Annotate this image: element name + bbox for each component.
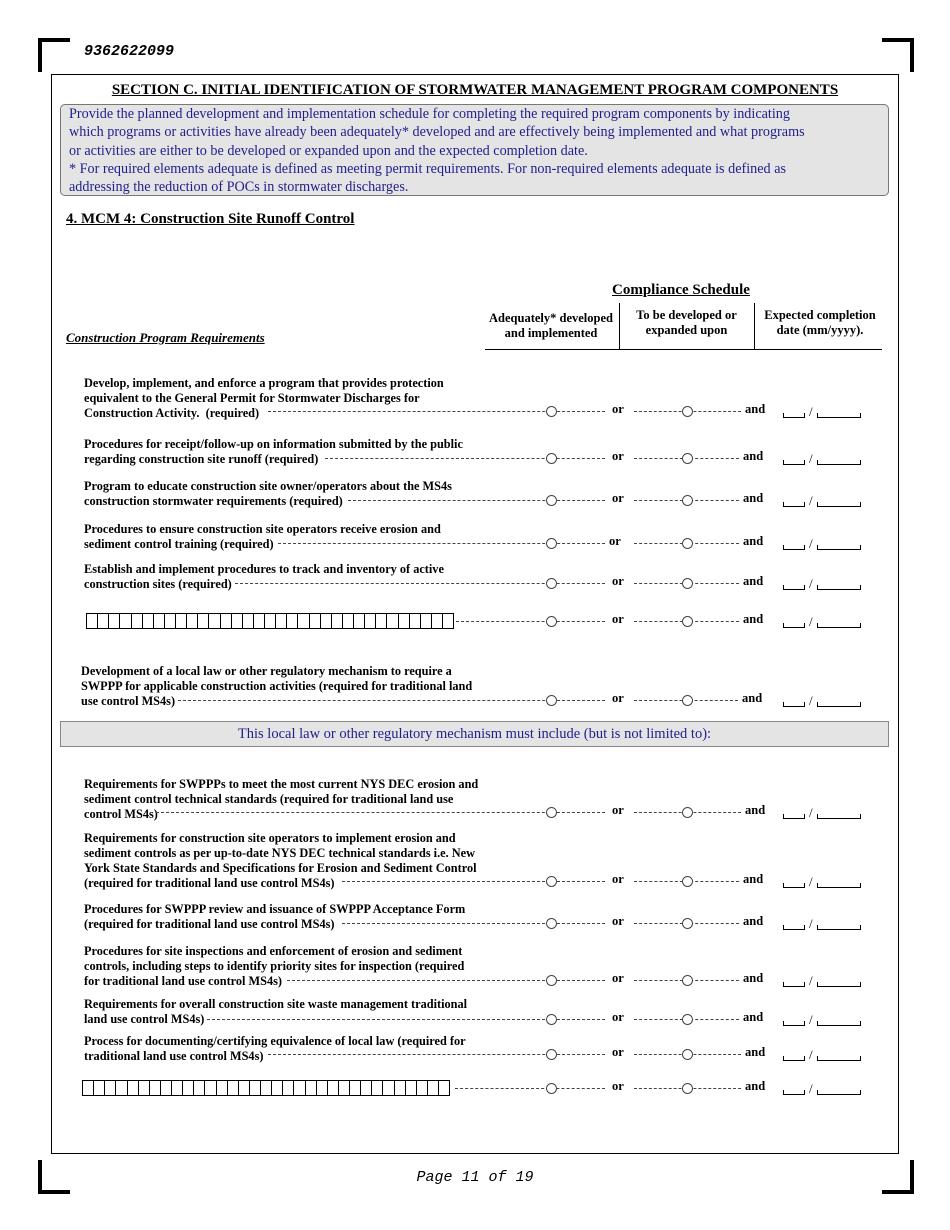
completion-date-field[interactable] — [783, 918, 865, 932]
requirement-text — [84, 902, 465, 932]
requirement-line: Procedures for site inspections and enforcement of erosion and sediment — [84, 944, 463, 958]
year-field[interactable] — [817, 986, 861, 987]
leader-line — [456, 621, 605, 622]
month-field[interactable] — [783, 417, 805, 418]
or-label: or — [612, 612, 624, 626]
completion-date-field[interactable] — [783, 975, 865, 989]
and-label: and — [743, 612, 764, 626]
requirement-line: York State Standards and Specifications for Erosion and Sediment Control — [84, 861, 477, 875]
year-field[interactable] — [817, 706, 861, 707]
completion-date-field[interactable] — [783, 1083, 865, 1097]
develop-radio[interactable] — [682, 538, 693, 549]
requirement-line: construction sites (required) — [84, 577, 232, 591]
year-field[interactable] — [817, 1025, 861, 1026]
month-field[interactable] — [783, 1060, 805, 1061]
or-label: or — [609, 534, 621, 548]
instructions-line: * For required elements adequate is defined as meeting permit requirements. For non-required elements adequate is defined as — [69, 160, 787, 177]
year-field[interactable] — [817, 1094, 861, 1095]
develop-radio[interactable] — [682, 975, 693, 986]
date-slash: / — [809, 916, 813, 931]
leader-line — [348, 500, 605, 501]
month-field[interactable] — [783, 506, 805, 507]
and-label: and — [743, 1010, 764, 1024]
adequate-radio[interactable] — [546, 918, 557, 929]
col-header-date — [756, 308, 884, 338]
adequate-radio[interactable] — [546, 406, 557, 417]
adequate-radio[interactable] — [546, 876, 557, 887]
requirement-line: regarding construction site runoff (required) — [84, 452, 319, 466]
develop-radio[interactable] — [682, 578, 693, 589]
year-field[interactable] — [817, 929, 861, 930]
completion-date-field[interactable] — [783, 538, 865, 552]
develop-radio[interactable] — [682, 616, 693, 627]
local-law-banner: This local law or other regulatory mechanism must include (but is not limited to): — [60, 721, 889, 747]
and-label: and — [743, 574, 764, 588]
year-field[interactable] — [817, 627, 861, 628]
date-slash: / — [809, 1047, 813, 1062]
completion-date-field[interactable] — [783, 453, 865, 467]
requirement-line: Establish and implement procedures to track and inventory of active — [84, 562, 444, 576]
leader-line — [455, 1088, 605, 1089]
instructions-line: Provide the planned development and implementation schedule for completing the required program components by indicating — [69, 106, 790, 122]
month-field[interactable] — [783, 706, 805, 707]
month-field[interactable] — [783, 818, 805, 819]
month-field[interactable] — [783, 549, 805, 550]
completion-date-field[interactable] — [783, 1049, 865, 1063]
year-field[interactable] — [817, 589, 861, 590]
or-label: or — [612, 449, 624, 463]
requirement-text — [84, 437, 463, 467]
and-label: and — [745, 1079, 766, 1093]
requirement-line: for traditional land use control MS4s) — [84, 974, 283, 988]
leader-line — [287, 980, 605, 981]
leader-line — [178, 700, 605, 701]
adequate-radio[interactable] — [546, 975, 557, 986]
develop-radio[interactable] — [682, 1014, 693, 1025]
page-number: Page 11 of 19 — [416, 1169, 534, 1186]
requirement-line: SWPPP for applicable construction activities (required for traditional land — [81, 679, 473, 693]
requirement-text — [84, 997, 467, 1027]
or-label: or — [612, 971, 624, 985]
adequate-radio[interactable] — [546, 453, 557, 464]
month-field[interactable] — [783, 1025, 805, 1026]
month-field[interactable] — [783, 589, 805, 590]
or-label: or — [612, 803, 624, 817]
instructions-line: or activities are either to be developed or expanded upon and the expected completion date. — [69, 142, 588, 159]
and-label: and — [743, 872, 764, 886]
adequate-radio[interactable] — [546, 1049, 557, 1060]
col-divider — [619, 303, 620, 349]
requirement-line: controls, including steps to identify priority sites for inspection (required — [84, 959, 465, 973]
requirement-text — [84, 376, 444, 421]
col-header-develop-line: To be developed or — [636, 308, 737, 322]
instructions-box — [60, 104, 889, 196]
develop-radio[interactable] — [682, 876, 693, 887]
instructions-line: addressing the reduction of POCs in stormwater discharges. — [69, 179, 409, 196]
and-label: and — [745, 402, 766, 416]
date-slash: / — [809, 614, 813, 629]
requirement-line: Construction Activity. (required) — [84, 406, 260, 420]
develop-radio[interactable] — [682, 453, 693, 464]
completion-date-field[interactable] — [783, 876, 865, 890]
corner-mark-top-right — [882, 38, 914, 72]
corner-mark-top-left — [38, 38, 70, 72]
and-label: and — [743, 534, 764, 548]
requirement-line: construction stormwater requirements (required) — [84, 494, 343, 508]
requirement-line: sediment control training (required) — [84, 537, 274, 551]
completion-date-field[interactable] — [783, 695, 865, 709]
requirement-line: Program to educate construction site owner/operators about the MS4s — [84, 479, 452, 493]
develop-radio[interactable] — [682, 406, 693, 417]
adequate-radio[interactable] — [546, 807, 557, 818]
requirement-line: sediment controls as per up-to-date NYS DEC technical standards i.e. New — [84, 846, 475, 860]
requirement-line: Develop, implement, and enforce a program that provides protection — [84, 376, 444, 390]
requirement-line: land use control MS4s) — [84, 1012, 205, 1026]
requirement-line: Procedures for receipt/follow-up on information submitted by the public — [84, 437, 463, 451]
year-field[interactable] — [817, 887, 861, 888]
or-label: or — [612, 402, 624, 416]
develop-radio[interactable] — [682, 695, 693, 706]
requirement-line: sediment control technical standards (required for traditional land use — [84, 792, 454, 806]
instructions-line: which programs or activities have already been adequately* developed and are effectively being implemented and what programs — [69, 124, 805, 141]
completion-date-field[interactable] — [783, 1014, 865, 1028]
completion-date-field[interactable] — [783, 807, 865, 821]
requirement-line: Process for documenting/certifying equivalence of local law (required for — [84, 1034, 466, 1048]
year-field[interactable] — [817, 818, 861, 819]
date-slash: / — [809, 404, 813, 419]
date-slash: / — [809, 874, 813, 889]
requirement-text — [84, 522, 441, 552]
and-label: and — [743, 914, 764, 928]
requirement-text — [84, 479, 452, 509]
date-slash: / — [809, 536, 813, 551]
or-label: or — [612, 872, 624, 886]
year-field[interactable] — [817, 464, 861, 465]
leader-line — [325, 458, 605, 459]
requirement-line: Procedures to ensure construction site operators receive erosion and — [84, 522, 441, 536]
requirement-line: traditional land use control MS4s) — [84, 1049, 264, 1063]
or-label: or — [612, 574, 624, 588]
date-slash: / — [809, 973, 813, 988]
col-header-date-line: date (mm/yyyy). — [776, 323, 864, 337]
adequate-radio[interactable] — [546, 695, 557, 706]
requirement-line: equivalent to the General Permit for Stormwater Discharges for — [84, 391, 420, 405]
section-title: SECTION C. INITIAL IDENTIFICATION OF STORMWATER MANAGEMENT PROGRAM COMPONENTS — [111, 82, 839, 98]
and-label: and — [743, 971, 764, 985]
col-header-develop — [620, 308, 753, 338]
year-field[interactable] — [817, 1060, 861, 1061]
col-header-develop-line: expanded upon — [645, 323, 728, 337]
month-field[interactable] — [783, 627, 805, 628]
col-header-adequate-line: Adequately* developed — [489, 311, 613, 325]
requirement-line: Development of a local law or other regulatory mechanism to require a — [81, 664, 452, 678]
and-label: and — [743, 449, 764, 463]
leader-line — [342, 923, 605, 924]
date-slash: / — [809, 805, 813, 820]
requirement-text — [84, 944, 464, 989]
month-field[interactable] — [783, 929, 805, 930]
requirements-header: Construction Program Requirements — [66, 330, 265, 345]
col-header-adequate — [485, 311, 617, 341]
and-label: and — [743, 491, 764, 505]
requirement-text — [81, 664, 472, 709]
completion-date-field[interactable] — [783, 406, 865, 420]
adequate-radio[interactable] — [546, 495, 557, 506]
or-label: or — [612, 1045, 624, 1059]
month-field[interactable] — [783, 464, 805, 465]
year-field[interactable] — [817, 417, 861, 418]
requirement-line: control MS4s) — [84, 807, 158, 821]
develop-radio[interactable] — [682, 495, 693, 506]
develop-radio[interactable] — [682, 1083, 693, 1094]
adequate-radio[interactable] — [546, 578, 557, 589]
requirement-line: (required for traditional land use control MS4s) — [84, 876, 335, 890]
requirement-line: Procedures for SWPPP review and issuance of SWPPP Acceptance Form — [84, 902, 466, 916]
month-field[interactable] — [783, 986, 805, 987]
compliance-schedule-title: Compliance Schedule — [612, 282, 750, 298]
adequate-radio[interactable] — [546, 1014, 557, 1025]
month-field[interactable] — [783, 887, 805, 888]
custom-requirement-input[interactable] — [82, 1080, 450, 1096]
date-slash: / — [809, 451, 813, 466]
date-slash: / — [809, 1012, 813, 1027]
year-field[interactable] — [817, 549, 861, 550]
month-field[interactable] — [783, 1094, 805, 1095]
date-slash: / — [809, 693, 813, 708]
or-label: or — [612, 914, 624, 928]
or-label: or — [612, 691, 624, 705]
requirement-line: Requirements for SWPPPs to meet the most current NYS DEC erosion and — [84, 777, 479, 791]
requirement-line: Requirements for construction site operators to implement erosion and — [84, 831, 456, 845]
develop-radio[interactable] — [682, 1049, 693, 1060]
requirement-line: Requirements for overall construction site waste management traditional — [84, 997, 468, 1011]
requirement-text — [84, 1034, 466, 1064]
completion-date-field[interactable] — [783, 495, 865, 509]
or-label: or — [612, 1010, 624, 1024]
adequate-radio[interactable] — [546, 616, 557, 627]
and-label: and — [742, 691, 763, 705]
requirement-text — [84, 562, 444, 592]
or-label: or — [612, 491, 624, 505]
date-slash: / — [809, 1081, 813, 1096]
adequate-radio[interactable] — [546, 1083, 557, 1094]
leader-line — [342, 881, 605, 882]
form-id: 9362622099 — [84, 43, 175, 60]
develop-radio[interactable] — [682, 807, 693, 818]
or-label: or — [612, 1079, 624, 1093]
requirement-text — [84, 831, 477, 891]
mcm-heading: 4. MCM 4: Construction Site Runoff Control — [66, 211, 355, 227]
year-field[interactable] — [817, 506, 861, 507]
completion-date-field[interactable] — [783, 578, 865, 592]
date-slash: / — [809, 576, 813, 591]
requirement-line: (required for traditional land use control MS4s) — [84, 917, 335, 931]
requirement-line: use control MS4s) — [81, 694, 176, 708]
adequate-radio[interactable] — [546, 538, 557, 549]
col-header-adequate-line: and implemented — [504, 326, 598, 340]
date-slash: / — [809, 493, 813, 508]
and-label: and — [745, 803, 766, 817]
col-header-date-line: Expected completion — [764, 308, 876, 322]
col-divider — [754, 303, 755, 349]
requirement-text — [84, 777, 478, 822]
header-rule — [485, 349, 882, 350]
develop-radio[interactable] — [682, 918, 693, 929]
completion-date-field[interactable] — [783, 616, 865, 630]
leader-line — [156, 812, 605, 813]
custom-requirement-input[interactable] — [86, 613, 454, 629]
and-label: and — [745, 1045, 766, 1059]
